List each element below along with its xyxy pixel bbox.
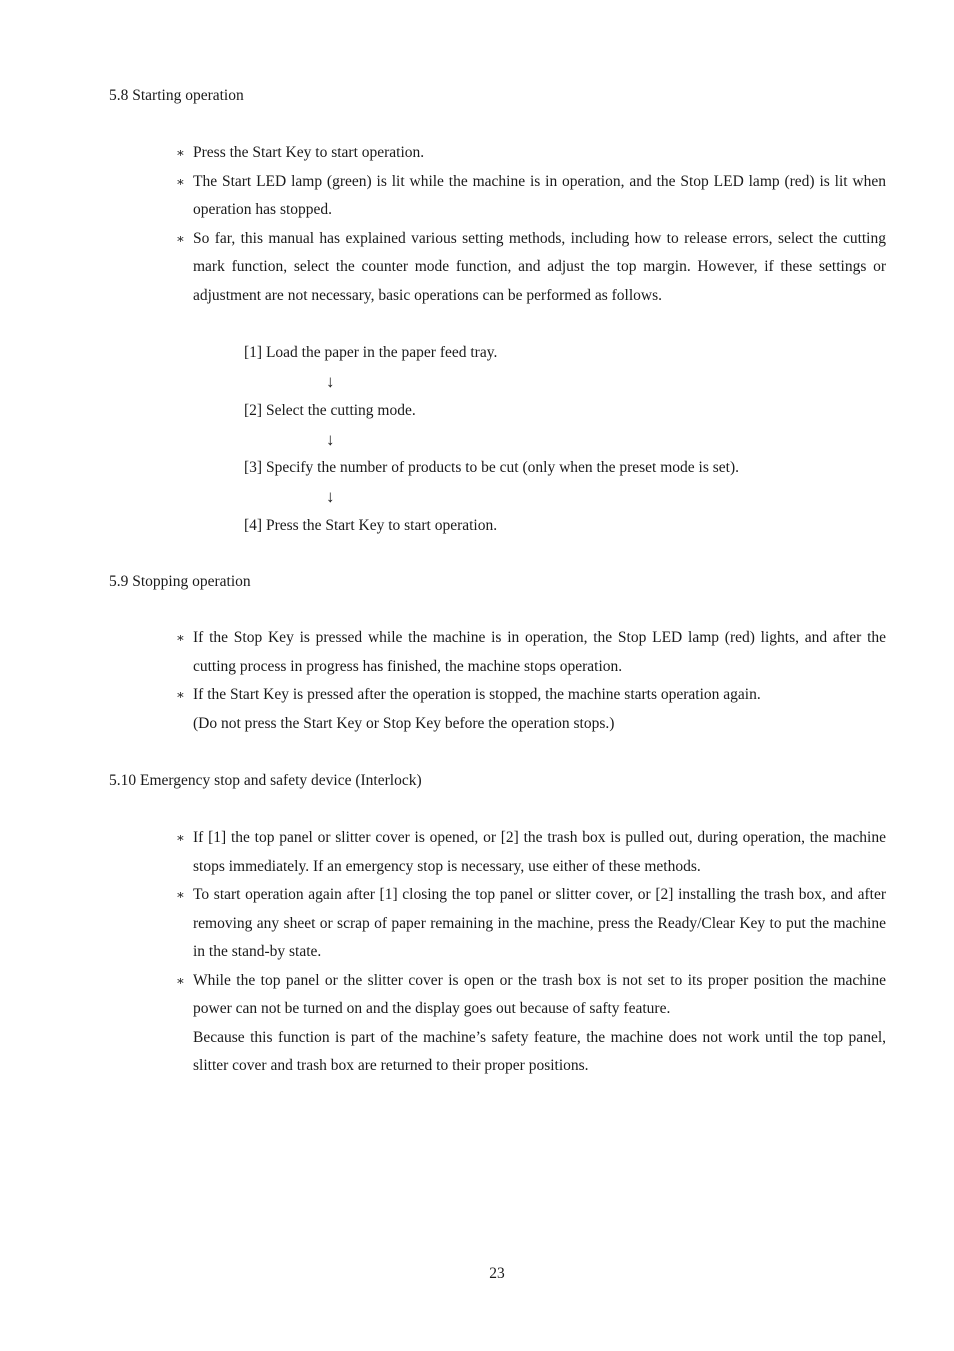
bullet-marker: ∗ — [176, 972, 185, 988]
step-item: [3] Specify the number of products to be cut (only when the preset mode is set). — [244, 459, 740, 476]
stopping-operation-bullets — [176, 624, 886, 738]
bullet-text: The Start LED lamp (green) is lit while the machine is in operation, and the Stop LED lamp (red) is lit when operation has stopped. — [193, 172, 886, 218]
bullet-item — [176, 967, 886, 1024]
bullet-text: So far, this manual has explained various setting methods, including how to release errors, select the cutting mark function, select the counter mode function, and adjust the top margin. However, if these settings or adjustment are not necessary, basic operations can be performed as follows. — [193, 229, 886, 304]
bullet-marker: ∗ — [176, 230, 185, 246]
starting-operation-bullets — [176, 139, 886, 310]
basic-operation-steps — [244, 343, 864, 536]
step-item: [1] Load the paper in the paper feed tray. — [244, 344, 498, 361]
note-text: (Do not press the Start Key or Stop Key before the operation stops.) — [193, 714, 615, 732]
section-heading-stopping-operation: 5.9 Stopping operation — [109, 573, 251, 590]
bullet-text: If the Stop Key is pressed while the machine is in operation, the Stop LED lamp (red) lights, and after the cutting process in progress has finished, the machine stops operation. — [193, 629, 886, 675]
step-item: [2] Select the cutting mode. — [244, 401, 416, 419]
bullet-item — [176, 139, 886, 168]
bullet-marker: ∗ — [176, 830, 185, 845]
bullet-text: Press the Start Key to start operation. — [193, 144, 425, 161]
page-number: 23 — [489, 1265, 505, 1282]
bullet-marker: ∗ — [176, 145, 185, 160]
bullet-text: While the top panel or the slitter cover is open or the trash box is not set to its proper position the machine power can not be turned on and the display goes out because of safty feature. — [193, 971, 886, 1017]
bullet-text: To start operation again after [1] closing the top panel or slitter cover, or [2] installing the trash box, and after removing any sheet or scrap of paper remaining in the machine, press the Ready/Clear Key to put the machine in the stand-by state. — [193, 886, 886, 960]
section-heading-starting-operation: 5.8 Starting operation — [109, 87, 244, 104]
bullet-text: If the Start Key is pressed after the operation is stopped, the machine starts operation again. — [193, 686, 761, 703]
bullet-item — [176, 624, 886, 681]
bullet-marker: ∗ — [176, 630, 185, 645]
bullet-marker: ∗ — [176, 173, 185, 189]
step-item: [4] Press the Start Key to start operation. — [244, 516, 498, 534]
section-heading-emergency-stop: 5.10 Emergency stop and safety device (Interlock) — [109, 772, 422, 789]
bullet-item — [176, 681, 886, 710]
bullet-marker: ∗ — [176, 887, 185, 902]
bullet-item — [176, 824, 886, 881]
bullet-item — [176, 881, 886, 967]
bullet-item — [176, 225, 886, 311]
emergency-stop-bullets — [176, 824, 886, 1081]
bullet-marker: ∗ — [176, 687, 185, 702]
bullet-item — [176, 168, 886, 225]
down-arrow-icon: ↓ — [326, 487, 335, 506]
note-text: Because this function is part of the machine’s safety feature, the machine does not work until the top panel, slitter cover and trash box are returned to their proper positions. — [193, 1028, 886, 1074]
down-arrow-icon: ↓ — [326, 372, 335, 391]
down-arrow-icon: ↓ — [326, 429, 335, 449]
bullet-text: If [1] the top panel or slitter cover is opened, or [2] the trash box is pulled out, during operation, the machine stops immediately. If an emergency stop is necessary, use either of these methods. — [193, 829, 886, 875]
